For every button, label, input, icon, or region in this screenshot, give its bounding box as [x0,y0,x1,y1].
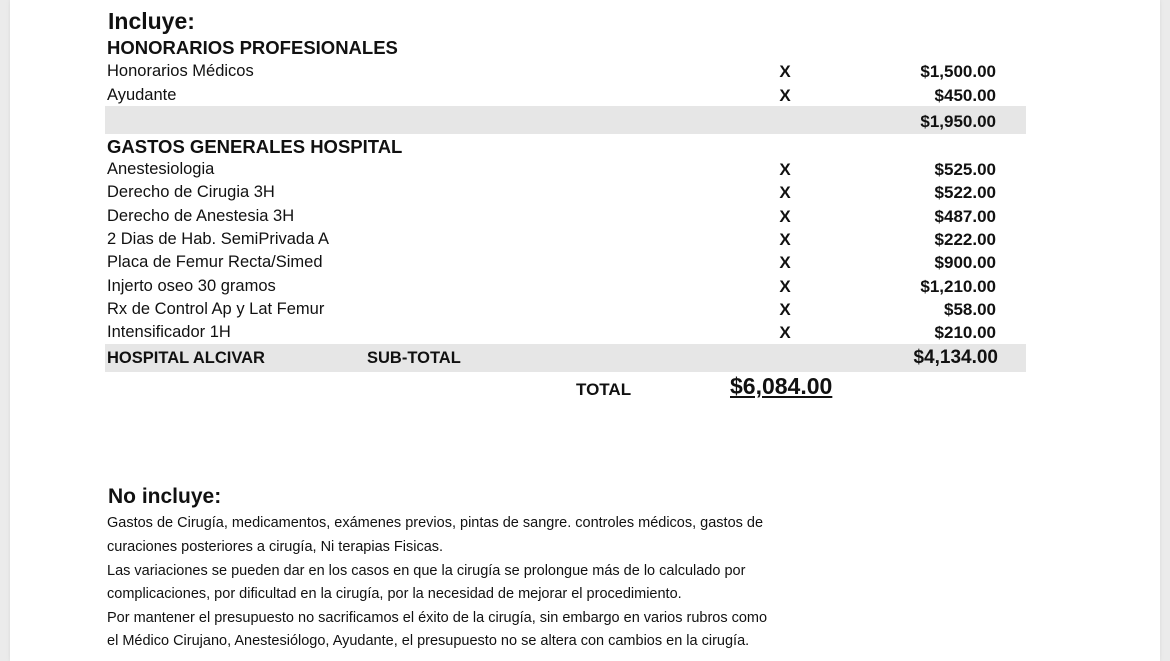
line-item-mark: X [779,86,791,105]
line-item-mark: X [779,207,791,226]
line-item-label: 2 Dias de Hab. SemiPrivada A [107,230,329,248]
line-item-amount: $525.00 [934,160,996,179]
line-item-mark: X [779,183,791,202]
line-item-amount: $222.00 [934,230,996,249]
line-item-amount: $522.00 [934,183,996,202]
line-item-amount: $900.00 [934,253,996,272]
line-item-mark: X [779,300,791,319]
hospital-name: HOSPITAL ALCIVAR [107,349,265,367]
line-item-amount: $210.00 [934,323,996,342]
note-line: el Médico Cirujano, Anestesiólogo, Ayudante, el presupuesto no se altera con cambios en la cirugía. [107,633,750,649]
line-item-mark: X [779,230,791,249]
note-line: Gastos de Cirugía, medicamentos, exámenes previos, pintas de sangre. controles médicos, gastos de [107,515,764,531]
includes-heading: Incluye: [108,8,195,34]
line-item-label: Intensificador 1H [107,323,231,341]
total-label: TOTAL [576,380,632,399]
line-item-mark: X [779,160,791,179]
line-item-amount: $1,210.00 [920,277,996,296]
line-item-amount: $450.00 [934,86,996,105]
note-line: curaciones posteriores a cirugía, Ni terapias Fisicas. [107,539,444,555]
note-line: complicaciones, por dificultad en la cirugía, por la necesidad de mejorar el procedimiento. [107,586,682,602]
line-item-mark: X [779,323,791,342]
line-item-label: Placa de Femur Recta/Simed [107,253,323,271]
subtotal-label: SUB-TOTAL [367,349,461,367]
line-item-label: Injerto oseo 30 gramos [107,277,276,295]
note-line: Las variaciones se pueden dar en los casos en que la cirugía se prolongue más de lo calculado por [107,563,746,579]
line-item-label: Ayudante [107,86,177,104]
line-item-label: Derecho de Anestesia 3H [107,207,295,225]
hospital-subtotal: $4,134.00 [913,347,998,368]
section-hospital-expenses-title: GASTOS GENERALES HOSPITAL [107,136,403,157]
excludes-heading: No incluye: [108,485,222,508]
section-professional-fees-title: HONORARIOS PROFESIONALES [107,37,398,58]
line-item-mark: X [779,277,791,296]
line-item-label: Honorarios Médicos [107,62,254,80]
line-item-amount: $487.00 [934,207,996,226]
budget-document-page [10,0,1160,661]
line-item-mark: X [779,62,791,81]
line-item-label: Derecho de Cirugia 3H [107,183,275,201]
line-item-amount: $58.00 [944,300,996,319]
note-line: Por mantener el presupuesto no sacrificamos el éxito de la cirugía, sin embargo en varios rubros como [107,610,768,626]
professional-fees-subtotal: $1,950.00 [920,112,996,131]
line-item-mark: X [779,253,791,272]
line-item-label: Anestesiologia [107,160,215,178]
line-item-amount: $1,500.00 [920,62,996,81]
line-item-label: Rx de Control Ap y Lat Femur [107,300,325,318]
total-amount: $6,084.00 [730,373,833,399]
